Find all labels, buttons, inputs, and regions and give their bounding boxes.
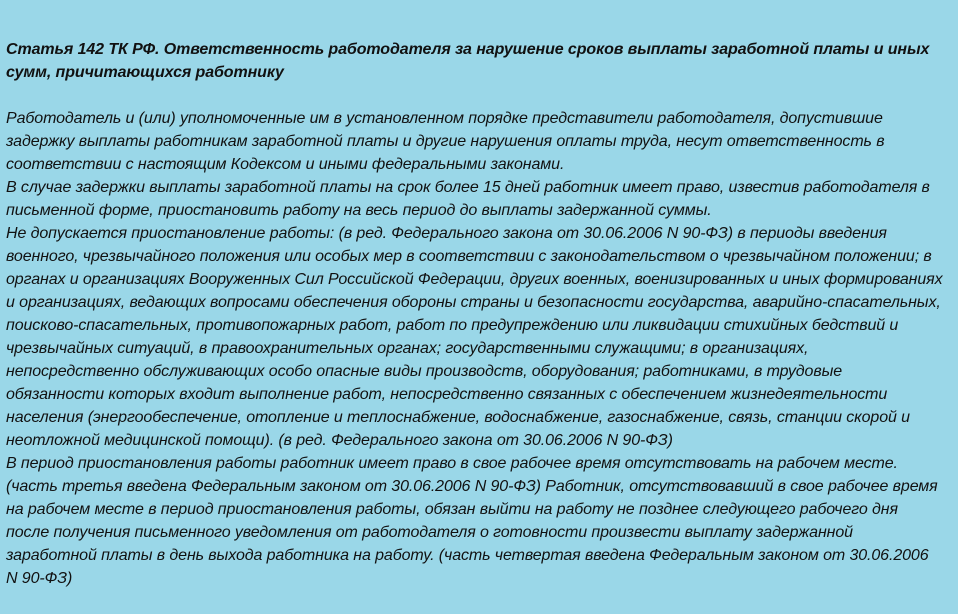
paragraph-suspension-period: В период приостановления работы работник имеет право в свое рабочее время отсутствовать на рабочем месте. (часть третья введена Федеральным законом от 30.06.2006 N 90-ФЗ) Работник, отсутствовавший в свое рабочее время на рабочем месте в период приостановления работы, обязан выйти на работу не позднее следующего рабочего дня после получения письменного уведомления от работодателя о готовности произвести выплату задержанной заработной платы в день выхода работника на работу. (часть четвертая введена Федеральным законом от 30.06.2006 N 90-ФЗ) xyxy=(6,455,938,587)
paragraph-right-to-suspend: В случае задержки выплаты заработной платы на срок более 15 дней работник имеет право, известив работодателя в письменной форме, приостановить работу на весь период до выплаты задержанной суммы. xyxy=(6,179,930,219)
article-body xyxy=(6,107,944,590)
paragraph-suspension-not-allowed: Не допускается приостановление работы: (в ред. Федерального закона от 30.06.2006 N 90-ФЗ) в периоды введения военного, чрезвычайного положения или особых мер в соответствии с законодательством о чрезвычайном положении; в органах и организациях Вооруженных Сил Российской Федерации, других военных, военизированных и иных формированиях и организациях, ведающих вопросами обеспечения обороны страны и безопасности государства, аварийно-спасательных, поисково-спасательных, противопожарных работ, работ по предупреждению или ликвидации стихийных бедствий и чрезвычайных ситуаций, в правоохранительных органах; государственными служащими; в организациях, непосредственно обслуживающих особо опасные виды производств, оборудования; работниками, в трудовые обязанности которых входит выполнение работ, непосредственно связанных с обеспечением жизнедеятельности населения (энергообеспечение, отопление и теплоснабжение, водоснабжение, газоснабжение, связь, станции скорой и неотложной медицинской помощи). (в ред. Федерального закона от 30.06.2006 N 90-ФЗ) xyxy=(6,225,943,449)
paragraph-employer-liability: Работодатель и (или) уполномоченные им в установленном порядке представители работодателя, допустившие задержку выплаты работникам заработной платы и другие нарушения оплаты труда, несут ответственность в соответствии с настоящим Кодексом и иными федеральными законами. xyxy=(6,110,885,173)
article-title: Статья 142 ТК РФ. Ответственность работодателя за нарушение сроков выплаты заработной платы и иных сумм, причитающихся работнику xyxy=(6,41,930,81)
